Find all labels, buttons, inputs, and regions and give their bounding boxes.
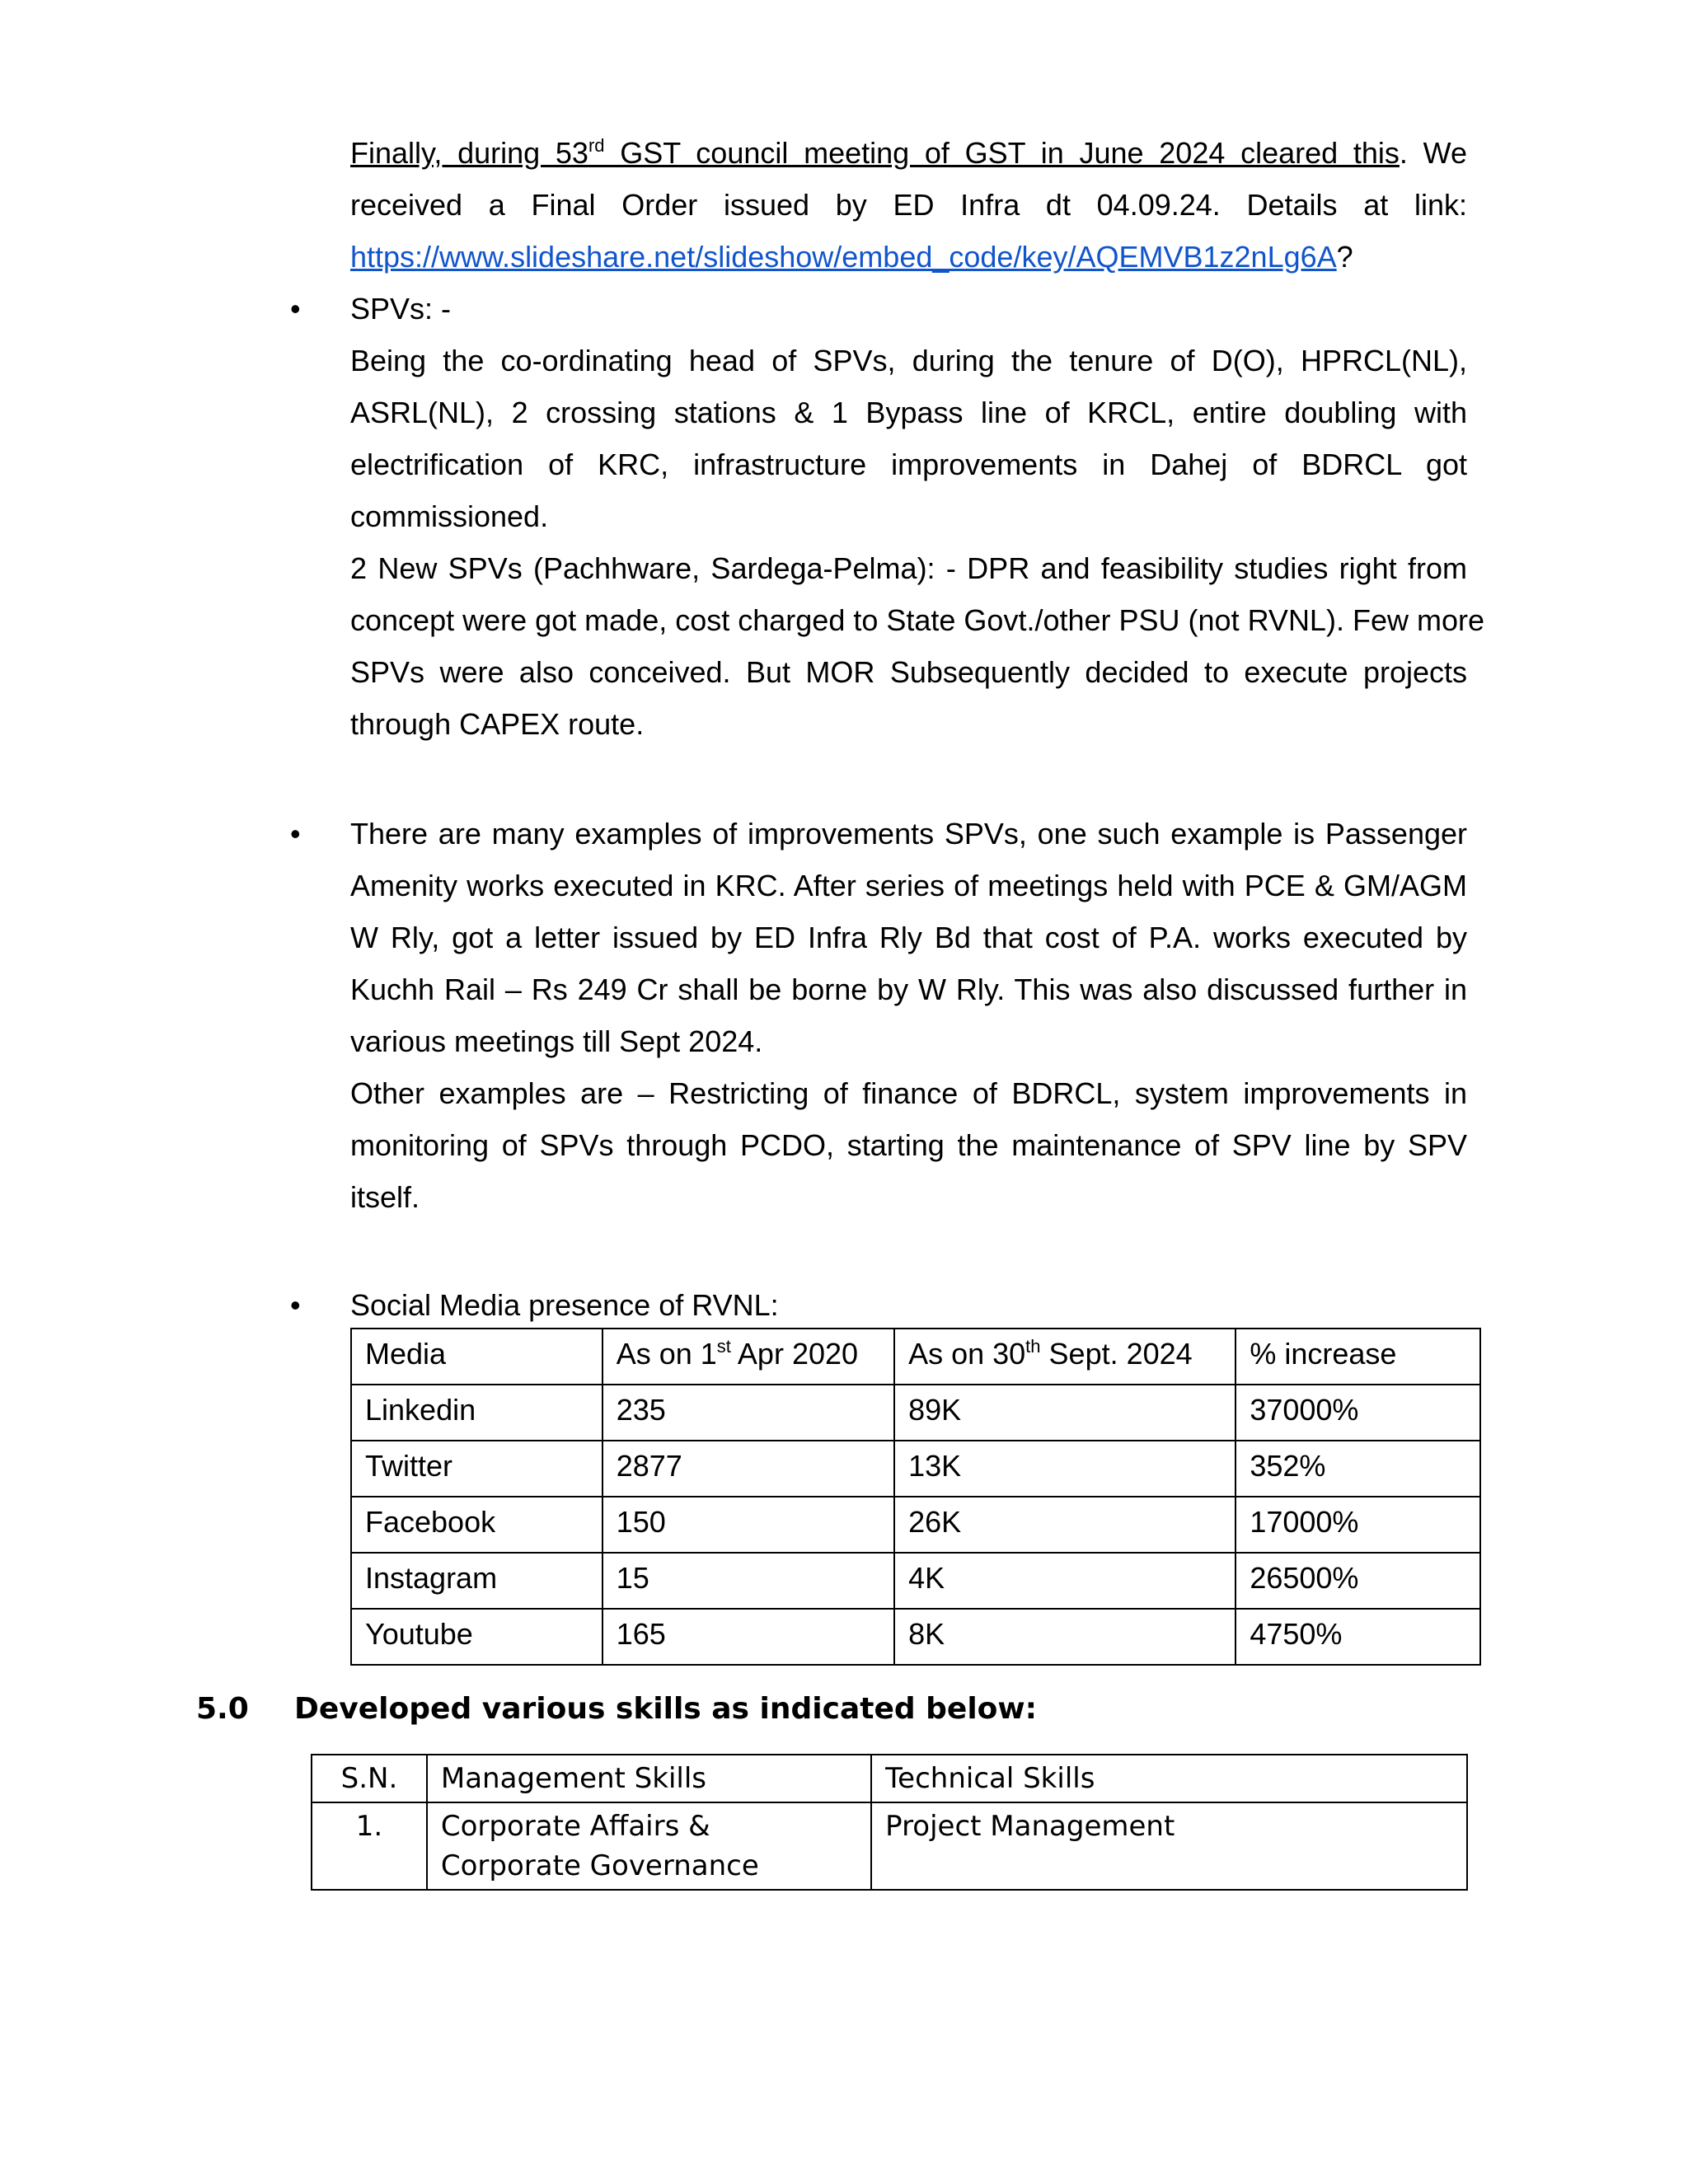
gst-line-3: https://www.slideshare.net/slideshow/embed_code/key/AQEMVB1z2nLg6A? xyxy=(350,240,1353,274)
cell-media: Youtube xyxy=(351,1609,603,1665)
cell-technical-skill: Project Management xyxy=(871,1802,1467,1890)
cell-media: Linkedin xyxy=(351,1385,603,1441)
section-number: 5.0 xyxy=(196,1692,249,1726)
spvs-p1-line: electrification of KRC, infrastructure improvements in Dahej of BDRCL got xyxy=(350,448,1467,481)
bullet-social: • xyxy=(290,1288,301,1322)
improvements-p1-line: W Rly, got a letter issued by ED Infra Rly Bd that cost of P.A. works executed by xyxy=(350,921,1467,954)
social-heading: Social Media presence of RVNL: xyxy=(350,1288,779,1322)
header-sept-2024: As on 30th Sept. 2024 xyxy=(894,1329,1236,1385)
cell-media: Twitter xyxy=(351,1441,603,1497)
spvs-p2-line: concept were got made, cost charged to State Govt./other PSU (not RVNL). Few more xyxy=(350,603,1484,637)
improvements-p1-line: various meetings till Sept 2024. xyxy=(350,1024,763,1058)
table-header-row xyxy=(351,1329,1480,1385)
header-apr-2020: As on 1st Apr 2020 xyxy=(603,1329,894,1385)
gst-line-2: received a Final Order issued by ED Infra dt 04.09.24. Details at link: xyxy=(350,188,1467,222)
spvs-p1-line: ASRL(NL), 2 crossing stations & 1 Bypass line of KRCL, entire doubling with xyxy=(350,396,1467,429)
improvements-p1-line: Amenity works executed in KRC. After series of meetings held with PCE & GM/AGM xyxy=(350,869,1467,902)
cell-sn: 1. xyxy=(312,1802,427,1890)
slideshare-link[interactable]: https://www.slideshare.net/slideshow/embed_code/key/AQEMVB1z2nLg6A xyxy=(350,240,1337,274)
improvements-p2-line: itself. xyxy=(350,1180,420,1214)
header-increase: % increase xyxy=(1236,1329,1480,1385)
cell-sept-2024: 26K xyxy=(894,1497,1236,1553)
cell-apr-2020: 165 xyxy=(603,1609,894,1665)
cell-increase: 37000% xyxy=(1236,1385,1480,1441)
cell-increase: 352% xyxy=(1236,1441,1480,1497)
header-technical-skills: Technical Skills xyxy=(871,1755,1467,1802)
spvs-p1-line: commissioned. xyxy=(350,499,549,533)
improvements-p2-line: monitoring of SPVs through PCDO, starting the maintenance of SPV line by SPV xyxy=(350,1128,1467,1162)
table-row xyxy=(351,1497,1480,1553)
cell-increase: 26500% xyxy=(1236,1553,1480,1609)
section-title: Developed various skills as indicated below: xyxy=(294,1692,1038,1726)
gst-line-1: Finally, during 53rd GST council meeting of GST in June 2024 cleared this. We xyxy=(350,135,1468,170)
cell-media: Instagram xyxy=(351,1553,603,1609)
cell-apr-2020: 235 xyxy=(603,1385,894,1441)
spvs-p2-line: SPVs were also conceived. But MOR Subsequently decided to execute projects xyxy=(350,655,1467,689)
table-row xyxy=(351,1553,1480,1609)
spvs-p2-line: through CAPEX route. xyxy=(350,707,645,741)
spvs-heading: SPVs: - xyxy=(350,292,452,326)
social-media-table xyxy=(350,1328,1481,1666)
cell-media: Facebook xyxy=(351,1497,603,1553)
header-media: Media xyxy=(351,1329,603,1385)
cell-increase: 17000% xyxy=(1236,1497,1480,1553)
table-row xyxy=(351,1385,1480,1441)
cell-apr-2020: 15 xyxy=(603,1553,894,1609)
table-row xyxy=(351,1609,1480,1665)
spvs-section xyxy=(350,283,1484,750)
spvs-p2-line: 2 New SPVs (Pachhware, Sardega-Pelma): - DPR and feasibility studies right from xyxy=(350,551,1467,585)
cell-sept-2024: 4K xyxy=(894,1553,1236,1609)
improvements-p1-line: There are many examples of improvements SPVs, one such example is Passenger xyxy=(350,817,1467,851)
improvements-p1-line: Kuchh Rail – Rs 249 Cr shall be borne by W Rly. This was also discussed further in xyxy=(350,972,1467,1006)
skills-header-row xyxy=(312,1755,1467,1802)
table-row xyxy=(351,1441,1480,1497)
spvs-p1-line: Being the co-ordinating head of SPVs, during the tenure of D(O), HPRCL(NL), xyxy=(350,344,1467,377)
cell-sept-2024: 8K xyxy=(894,1609,1236,1665)
cell-increase: 4750% xyxy=(1236,1609,1480,1665)
cell-sept-2024: 13K xyxy=(894,1441,1236,1497)
skills-table xyxy=(311,1754,1468,1891)
table-row xyxy=(312,1802,1467,1890)
gst-paragraph xyxy=(350,127,1467,283)
header-management-skills: Management Skills xyxy=(427,1755,871,1802)
cell-apr-2020: 2877 xyxy=(603,1441,894,1497)
bullet-improvements: • xyxy=(290,817,301,851)
cell-management-skill: Corporate Affairs & Corporate Governance xyxy=(427,1802,871,1890)
header-sn: S.N. xyxy=(312,1755,427,1802)
cell-apr-2020: 150 xyxy=(603,1497,894,1553)
improvements-section xyxy=(350,808,1467,1223)
gst-underlined-text: Finally, during 53rd GST council meeting of GST in June 2024 cleared this xyxy=(350,135,1400,170)
improvements-p2-line: Other examples are – Restricting of finance of BDRCL, system improvements in xyxy=(350,1076,1467,1110)
cell-sept-2024: 89K xyxy=(894,1385,1236,1441)
bullet-spvs: • xyxy=(290,292,301,326)
